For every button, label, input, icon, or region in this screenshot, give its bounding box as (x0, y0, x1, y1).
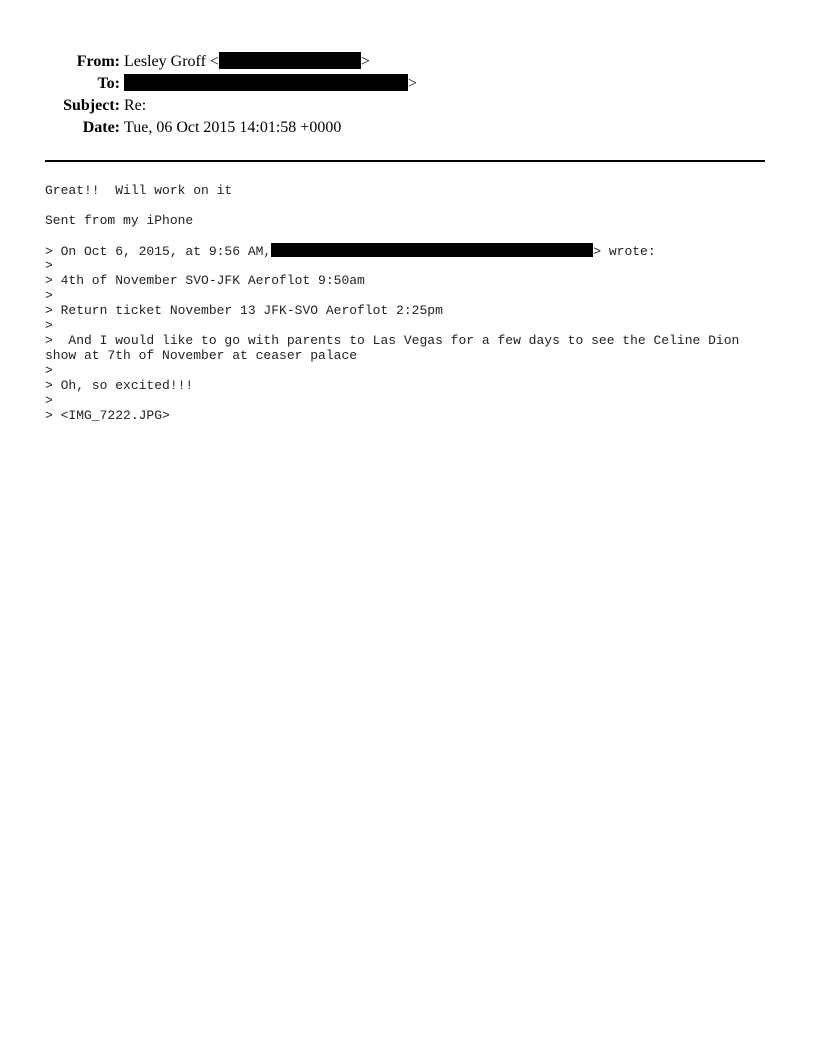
date-label: Date: (82, 119, 120, 136)
quote-sender-email-redaction (429, 243, 593, 257)
date-row (0, 118, 816, 138)
from-sender-name: Lesley Groff < (124, 53, 219, 70)
quote-line: > Oh, so excited!!! (45, 378, 194, 393)
signature-text: Sent from my iPhone (45, 213, 194, 228)
quote-intro-suffix: > wrote: (593, 244, 656, 259)
quote-line: > (45, 288, 53, 303)
header-divider (45, 160, 765, 162)
from-label: From: (76, 53, 120, 70)
quote-sender-name-redaction (271, 243, 439, 257)
to-row (0, 74, 816, 94)
quote-intro-prefix: > On Oct 6, 2015, at 9:56 AM, (45, 244, 272, 259)
quote-intro-line (45, 243, 765, 258)
from-close-bracket: > (360, 53, 370, 70)
blank-line (45, 198, 765, 213)
to-value (124, 74, 417, 94)
date-value: Tue, 06 Oct 2015 14:01:58 +0000 (124, 119, 342, 136)
to-close-bracket: > (408, 75, 418, 92)
to-recipient-redaction (124, 74, 408, 91)
quote-line: show at 7th of November at ceaser palace (45, 348, 358, 363)
from-row (0, 52, 816, 72)
quote-line: > (45, 318, 53, 333)
subject-value: Re: (124, 97, 147, 114)
email-body (45, 183, 765, 423)
quote-line: > (45, 258, 53, 273)
subject-row (0, 96, 816, 116)
quote-line: > And I would like to go with parents to Las Vegas for a few days to see the Celine Dion (45, 333, 740, 348)
subject-label: Subject: (63, 97, 120, 114)
quote-attachment-line: > <IMG_7222.JPG> (45, 408, 170, 423)
reply-text: Great!! Will work on it (45, 183, 233, 198)
to-label: To: (97, 75, 120, 92)
quote-line: > 4th of November SVO-JFK Aeroflot 9:50am (45, 273, 365, 288)
from-email-redaction (219, 52, 361, 69)
blank-line (45, 228, 765, 243)
quote-line: > (45, 363, 53, 378)
quote-line: > (45, 393, 53, 408)
from-value (124, 52, 370, 72)
quote-line: > Return ticket November 13 JFK-SVO Aeroflot 2:25pm (45, 303, 443, 318)
